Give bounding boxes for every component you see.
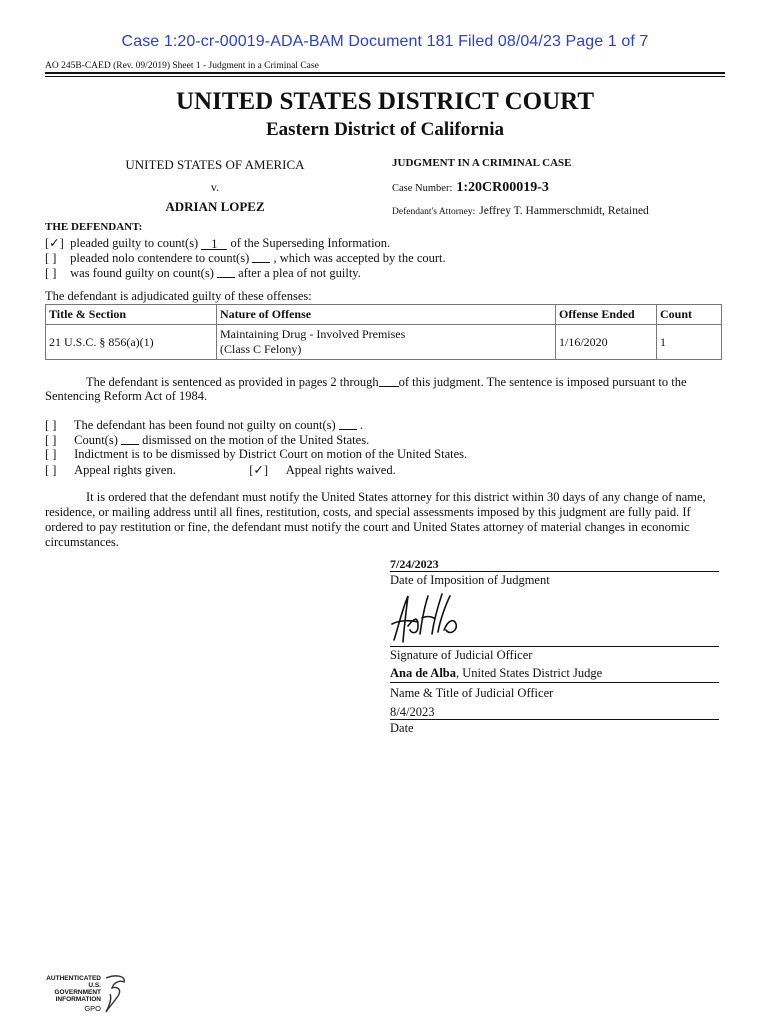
order-line-2: residence, or mailing address until all fines, restitution, costs, and special assessments imposed by this judgment are fully paid. If (45, 505, 691, 519)
form-identifier: AO 245B-CAED (Rev. 09/2019) Sheet 1 - Judgment in a Criminal Case (45, 61, 319, 71)
date-label: Date (390, 721, 414, 735)
versus: v. (210, 180, 220, 194)
gpo-line: AUTHENTICATED (46, 975, 101, 982)
offenses-table (45, 304, 722, 360)
checkbox-checked: [✓] (45, 236, 64, 250)
header-rule (45, 72, 725, 74)
sentence-line (86, 374, 687, 390)
count-blank (252, 250, 270, 263)
judgment-date: 8/4/2023 (390, 705, 435, 719)
column-header: Nature of Offense (217, 305, 556, 325)
sentence-text: The defendant is sentenced as provided in pages 2 through (86, 375, 379, 389)
appeal-rights (45, 462, 396, 478)
plea-item-guilty (45, 235, 390, 251)
order-line-1: It is ordered that the defendant must notify the United States attorney for this district within 30 days of any change of name, (86, 490, 706, 504)
plea-text-post: of the Superseding Information. (230, 236, 391, 250)
case-number: 1:20CR00019-3 (456, 180, 549, 195)
offense-ended-cell: 1/16/2020 (556, 325, 657, 360)
officer-title: , United States District Judge (456, 666, 603, 680)
plea-text: pleaded guilty to count(s) (70, 236, 199, 250)
column-header: Title & Section (46, 305, 217, 325)
signature-rule (390, 571, 719, 572)
offenses-intro: The defendant is adjudicated guilty of these offenses: (45, 289, 312, 303)
column-header: Offense Ended (556, 305, 657, 325)
nature-line: Maintaining Drug - Involved Premises (220, 327, 406, 341)
column-header: Count (657, 305, 722, 325)
disposition-indictment (45, 447, 467, 462)
defendant-name: ADRIAN LOPEZ (165, 199, 265, 214)
plaintiff-name: UNITED STATES OF AMERICA (125, 157, 305, 172)
order-line-4: circumstances. (45, 535, 119, 549)
gpo-authentication-logo (45, 975, 101, 1012)
plea-text-post: , which was accepted by the court. (273, 251, 446, 265)
plea-text-post: after a plea of not guilty. (238, 266, 361, 280)
checkbox-empty: [ ] (45, 463, 57, 477)
disposition-text: Indictment is to be dismissed by District Court on motion of the United States. (74, 447, 468, 461)
count-cell: 1 (657, 325, 722, 360)
officer-name: Ana de Alba (390, 666, 456, 680)
checkbox-empty: [ ] (45, 447, 57, 461)
disposition-text-post: dismissed on the motion of the United States. (142, 433, 370, 447)
table-row (46, 325, 722, 360)
eagle-icon (100, 972, 130, 1016)
appeal-waived: Appeal rights waived. (285, 463, 396, 477)
plea-text: was found guilty on count(s) (70, 266, 214, 280)
disposition-not-guilty (45, 417, 363, 433)
header-rule-thin (45, 76, 725, 77)
signature-label: Signature of Judicial Officer (390, 648, 533, 662)
judge-signature (388, 590, 468, 646)
title-section-cell: 21 U.S.C. § 856(a)(1) (46, 325, 217, 360)
signature-rule (390, 682, 719, 683)
signature-rule (390, 719, 719, 720)
attorney-label: Defendant's Attorney: (392, 207, 476, 217)
pages-blank (379, 374, 399, 387)
checkbox-empty: [ ] (45, 266, 57, 280)
case-number-label: Case Number: (392, 183, 453, 194)
plea-item-found-guilty (45, 265, 361, 281)
name-title-label: Name & Title of Judicial Officer (390, 686, 554, 700)
imposition-label: Date of Imposition of Judgment (390, 573, 550, 587)
attorney-row (392, 201, 649, 219)
count-blank (121, 432, 139, 445)
attorney-name: Jeffrey T. Hammerschmidt, Retained (479, 205, 649, 217)
document-type: JUDGMENT IN A CRIMINAL CASE (392, 157, 572, 169)
gpo-line: INFORMATION (55, 996, 101, 1003)
court-district: Eastern District of California (266, 119, 504, 140)
nature-cell (217, 325, 556, 360)
sentence-text-post: of this judgment. The sentence is imposed pursuant to the (398, 375, 687, 389)
count-blank: 1 (201, 237, 227, 250)
case-number-row (392, 178, 549, 196)
gpo-line: GPO (84, 1004, 101, 1013)
checkbox-empty: [ ] (45, 418, 57, 432)
officer-name-title (390, 666, 602, 681)
gpo-line: U.S. GOVERNMENT (54, 982, 101, 996)
checkbox-checked: [✓] (249, 463, 269, 477)
case-header-stamp: Case 1:20-cr-00019-ADA-BAM Document 181 Filed 08/04/23 Page 1 of 7 (121, 33, 649, 50)
disposition-counts-dismissed (45, 432, 369, 448)
table-header-row (46, 305, 722, 325)
defendant-heading: THE DEFENDANT: (45, 221, 143, 233)
disposition-text: The defendant has been found not guilty on count(s) (73, 418, 336, 432)
signature-rule (390, 646, 719, 647)
imposition-date: 7/24/2023 (390, 557, 439, 571)
sentence-line-2: Sentencing Reform Act of 1984. (45, 389, 208, 403)
checkbox-empty: [ ] (45, 433, 57, 447)
plea-text: pleaded nolo contendere to count(s) (70, 251, 250, 265)
checkbox-empty: [ ] (45, 251, 57, 265)
plea-item-nolo (45, 250, 446, 266)
order-line-3: ordered to pay restitution or fine, the defendant must notify the court and United States attorney of material changes in economic (45, 520, 690, 534)
court-title: UNITED STATES DISTRICT COURT (176, 88, 594, 115)
disposition-text-post: . (359, 418, 364, 432)
appeal-given: Appeal rights given. (74, 463, 176, 477)
count-blank (217, 265, 235, 278)
count-blank (339, 417, 357, 430)
disposition-text: Count(s) (74, 433, 118, 447)
nature-line: (Class C Felony) (220, 342, 302, 356)
